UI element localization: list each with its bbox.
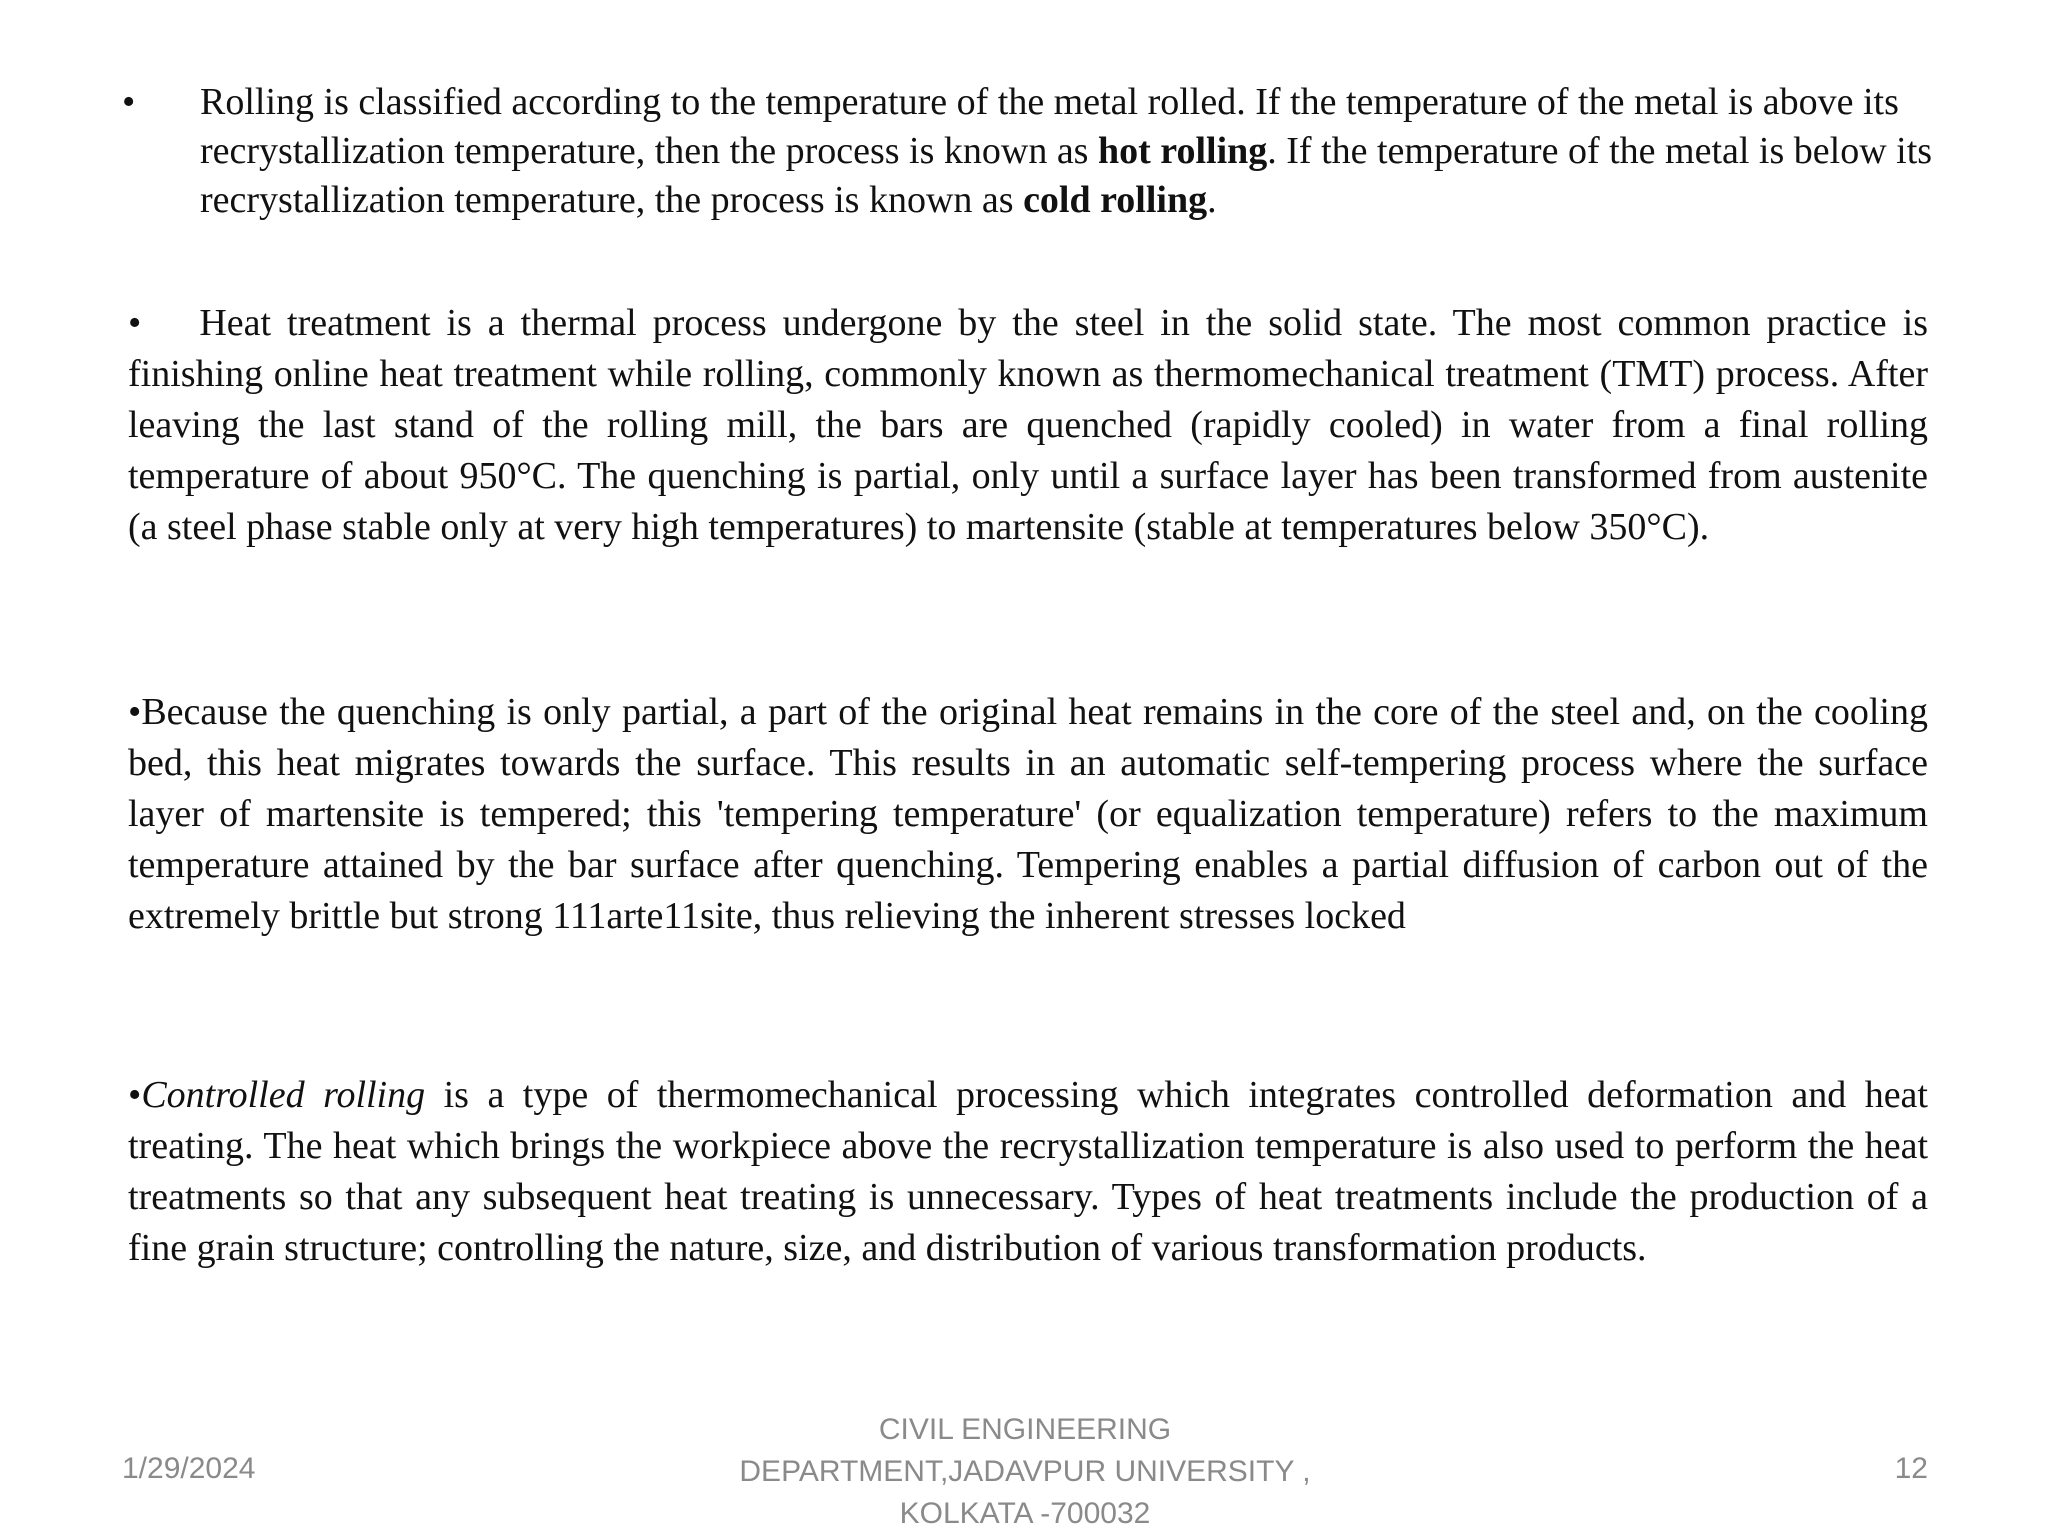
bullet-item-heat-treatment bbox=[128, 298, 1928, 553]
bullet-item-self-tempering bbox=[128, 687, 1928, 942]
footer-date: 1/29/2024 bbox=[122, 1452, 256, 1485]
bullet-marker: • bbox=[128, 691, 142, 733]
text-segment: . If the temperature of the metal is below its recrystallization temperature, the process is known as bbox=[200, 130, 1933, 221]
bullet-text: is a type of thermomechanical processing which integrates controlled deformation and heat treating. The heat which brings the workpiece above the recrystallization temperature is also used to perform the heat treatments so that any subsequent heat treating is unnecessary. Types of heat treatments include the production of a fine grain structure; controlling the nature, size, and distribution of various transformation products. bbox=[128, 1074, 1928, 1269]
bullet-text: Because the quenching is only partial, a part of the original heat remains in the core of the steel and, on the cooling bed, this heat migrates towards the surface. This results in an automatic self-tempering process where the surface layer of martensite is tempered; this 'tempering temperature' (or equalization temperature) refers to the maximum temperature attained by the bar surface after quenching. Tempering enables a partial diffusion of carbon out of the extremely brittle but strong 111arte11site, thus relieving the inherent stresses locked bbox=[128, 691, 1928, 937]
text-segment: Rolling is classified according to the temperature of the metal rolled. If the temperature of the metal is above its recrystallization temperature, then the process is known as bbox=[200, 81, 1899, 172]
bold-term-hot-rolling: hot rolling bbox=[1097, 130, 1268, 172]
bold-term-cold-rolling: cold rolling bbox=[1023, 179, 1208, 221]
bullet-text: Heat treatment is a thermal process undergone by the steel in the solid state. The most common practice is finishing online heat treatment while rolling, commonly known as thermomechanical treatment (TMT) process. After leaving the last stand of the rolling mill, the bars are quenched (rapidly cooled) in water from a final rolling temperature of about 950°C. The quenching is partial, only until a surface layer has been transformed from austenite (a steel phase stable only at very high temperatures) to martensite (stable at temperatures below 350°C). bbox=[128, 302, 1928, 548]
footer-department bbox=[700, 1409, 1350, 1535]
italic-term-controlled-rolling: Controlled rolling bbox=[141, 1074, 426, 1116]
bullet-marker: • bbox=[128, 302, 142, 344]
footer-line: KOLKATA -700032 bbox=[899, 1497, 1151, 1530]
footer-line: DEPARTMENT,JADAVPUR UNIVERSITY , bbox=[739, 1455, 1311, 1488]
bullet-marker: • bbox=[128, 1074, 142, 1116]
bullet-text bbox=[200, 78, 1952, 225]
text-segment: . bbox=[1207, 179, 1217, 221]
footer-line: CIVIL ENGINEERING bbox=[878, 1413, 1172, 1446]
bullet-item-controlled-rolling bbox=[128, 1070, 1928, 1274]
bullet-marker: • bbox=[122, 81, 136, 123]
bullet-item-rolling-classification bbox=[122, 78, 1952, 225]
page-number: 12 bbox=[1894, 1452, 1928, 1485]
